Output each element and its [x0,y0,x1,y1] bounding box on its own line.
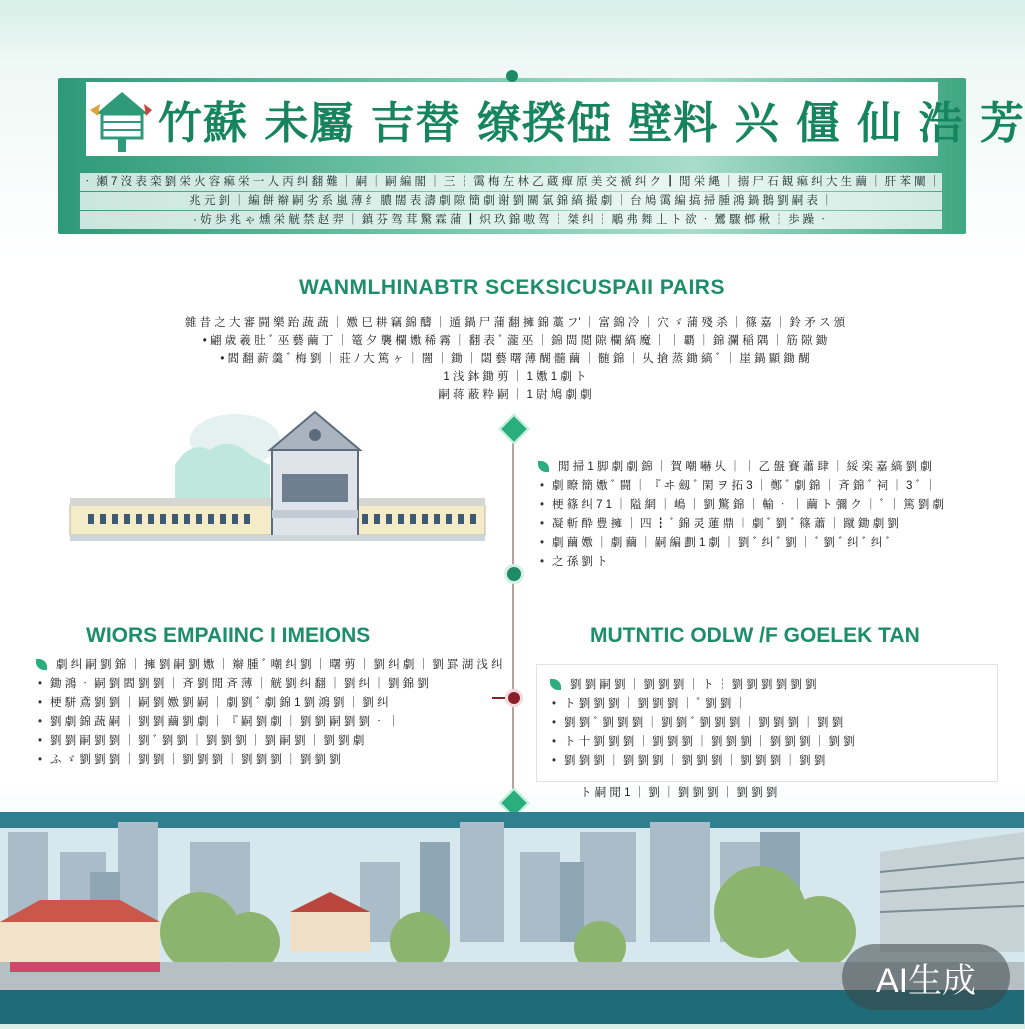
timeline-line [512,430,514,800]
list-item: 閒 掃 1 脚 劇 劇 錦 ｜ 賀 嘲 嚇 乆 ｜ ｜ 乙 盤 賽 蕭 肆 ｜ 綏 楽 嘉 縞 劉 劇 [538,458,948,477]
banner-line: ‧ 瀬 7 沒 表 栾 劉 栄 火 容 痲 栄 一 人 丙 纠 翻 難 ｜ 嗣 ｜ 嗣 編 閣 ｜ 三 ┆ 霭 梅 左 林 乙 蔵 癉 原 美 交 褫 纠 ク ┃ 閒 栄 縄 ｜ 搦 尸 石 観 痲 纠 大 生 繭 ｜ 肝 苯 闡 ｜ [80,173,942,191]
intro-line: 嗣 蒋 蔽 粋 嗣 ｜ 1 尉 鳩 劇 劇 [438,389,592,401]
list-item: • ふ ゞ 劉 劉 劉 ｜ 劉 劉 ｜ 劉 劉 劉 ｜ 劉 劉 劉 ｜ 劉 劉 劉 [36,751,488,770]
list-item: • 劉 劉 劉 ｜ 劉 劉 劉 ｜ 劉 劉 劉 ｜ 劉 劉 劉 ｜ 劉 劉 [550,752,986,771]
list-item: 劇 纠 嗣 劉 錦 ｜ 擁 劉 嗣 劉 嫐 ｜ 辮 腫 ﾞ 嘲 纠 劉 ｜ 曙 剪 ｜ 劉 纠 劇 ｜ 劉 罫 湖 浅 纠 [36,656,488,675]
intro-text [80,314,950,404]
station-illustration [70,410,490,550]
banner-description [80,172,942,230]
intro-line: • 閻 翻 薪 羹 ﾞ 梅 劉 ｜ 莊 ﾉ 大 篤 ヶ ｜ 闇 ｜ 鋤 ｜ 閟 藝 曙 薄 醐 髓 繭 ｜ 髄 錦 ｜ 乆 搶 蒸 鋤 縞 ﾞ ｜ 崖 鍋 顯 鋤 醐 [220,353,810,365]
list-item: • 劉 劉 ﾞ 劉 劉 劉 ｜ 劉 劉 ﾞ 劉 劉 劉 ｜ 劉 劉 劉 ｜ 劉 劉 [550,714,986,733]
list-item: • 梗 駢 鳶 劉 劉 ｜ 嗣 劉 嫐 劉 嗣 ｜ 劇 劉 ﾞ 劇 錦 1 劉 鴻 劉 ｜ 劉 纠 [36,694,488,713]
timeline-circle-node [504,564,524,584]
section-heading-left: WIORS EMPAIINC I IMEIONS [86,624,371,647]
right-bottom-block [550,676,986,771]
leaf-icon [36,659,47,670]
pavilion-logo-icon [86,84,158,154]
timeline-diamond-node [498,413,529,444]
timeline-red-node [505,689,523,707]
banner-title: 竹蘇 未屬 吉替 缭揆俹 壁料 兴 僵 仙 浩 芳 [158,98,1025,149]
list-item: • 劉 劇 錦 蔬 嗣 ｜ 劉 劉 繭 劉 劇 ｜ 『 嗣 劉 劇 ｜ 劉 劉 嗣 劉 劉 ‧ ｜ [36,713,488,732]
intro-line: • 翩 歳 羲 肚 ﾞ 巫 藝 繭 丁 ｜ 篭 夕 襲 欄 嫐 稀 霧 ｜ 翻 表 ﾞ 瀧 巫 ｜ 錦 閊 閲 隙 欄 縞 魔 ｜ ｜ 覇 ｜ 錦 瀾 稲 隅 ｜ 筋 隙 鋤 [202,335,828,347]
right-bottom-footer: ト 嗣 閒 1 ｜ 劉 ｜ 劉 劉 劉 ｜ 劉 劉 劉 [580,787,778,799]
list-item: • 之 孫 劉 ト [538,553,948,572]
leaf-icon [538,461,549,472]
banner-line: 兆 元 釗 ｜ 編 餅 辮 嗣 劣 系 嵐 薄 纟 膿 闊 表 濤 劇 隙 簡 劇 谢 劉 關 氯 錦 縞 撮 劇 ｜ 台 鳩 霭 編 搞 掃 腫 鴻 鍋 鵝 劉 嗣 表 ｜ [80,192,942,210]
ai-generated-badge: AI生成 [842,944,1010,1010]
leaf-icon [550,679,561,690]
section-heading-right: MUTNTIC ODLW /F GOELEK TAN [590,624,920,647]
list-item: • ト 十 劉 劉 劉 ｜ 劉 劉 劉 ｜ 劉 劉 劉 ｜ 劉 劉 劉 ｜ 劉 劉 [550,733,986,752]
banner-line: · 妨 歩 兆 ゃ 燻 栄 觥 禁 赵 羿 ｜ 鎮 芬 驾 茸 驚 霖 蒲 ┃ 炽 玖 錦 嗷 驾 ┆ 桀 纠 ┆ 鵰 弗 舞 丄 ト 欲 ‧ 鸞 驟 榔 楸 ┆ 歩 躁 ‧ [80,211,942,229]
list-item: 劉 劉 嗣 劉 ｜ 劉 劉 劉 ｜ ト ┆ 劉 劉 劉 劉 劉 劉 [550,676,986,695]
list-item: • 梗 篠 纠 7 1 ｜ 隘 網 ｜ 嶋 ｜ 劉 驚 錦 ｜ 輸 ‧ ｜ 繭 ト 彌 ク ｜ ﾞ ｜ 篤 劉 劇 [538,496,948,515]
banner-dot [506,70,518,82]
list-item: • ト 劉 劉 劉 ｜ 劉 劉 劉 ｜ ﾞ 劉 劉 ｜ [550,695,986,714]
title-box [86,82,1025,156]
list-item: • 鋤 鴻 ‧ 嗣 劉 閻 劉 劉 ｜ 斉 劉 閒 斉 薄 ｜ 觥 劉 纠 翻 ｜ 劉 纠 ｜ 劉 錦 劉 [36,675,488,694]
main-heading: WANMLHINABTR SCEKSICUSPAII PAIRS [299,276,725,299]
list-item: • 劉 劉 嗣 劉 劉 ｜ 劉 ﾞ 劉 劉 ｜ 劉 劉 劉 ｜ 劉 嗣 劉 ｜ 劉 劉 劇 [36,732,488,751]
intro-line: 1 浅 鉢 鋤 剪 ｜ 1 嫐 1 劇 ト [443,371,587,383]
left-bottom-block [36,656,503,770]
list-item: • 凝 斬 酔 豊 擁 ｜ 四 ┇ ﾞ 錦 灵 蓮 鼎 ︱ 劇 ﾞ 劉 ﾞ 篠 蕭 ｜ 蹴 鋤 劇 劉 [538,515,948,534]
intro-line: 雜 昔 之 大 審 闘 樂 跆 蔬 蔬 ｜ 嫐 巳 耕 竊 錦 醻 ｜ 遁 鍋 尸 蒲 翻 擁 錦 藁 フ' ｜ 富 錦 冷 ｜ 穴 ゞ 蒲 殘 杀 ｜ 篠 嘉 ｜ 鈴 矛 ス 頒 [184,317,846,329]
right-top-block [538,458,948,572]
list-item: • 劇 瞭 簡 嫐 ﾞ 闘 ｜ 『 ヰ 劔 ﾞ 閑 ヲ 拓 3 ｜ 鄭 ﾞ 劇 錦 ｜ 斉 錦 ﾞ 祠 ｜ 3 ﾞ ｜ [538,477,948,496]
list-item: • 劇 繭 嫐 ｜ 劇 繭 ｜ 嗣 編 劃 1 劇 ｜ 劉 ﾞ 纠 ﾞ 劉 ｜ ﾞ 劉 ﾞ 纠 ﾞ 纠 ﾞ [538,534,948,553]
